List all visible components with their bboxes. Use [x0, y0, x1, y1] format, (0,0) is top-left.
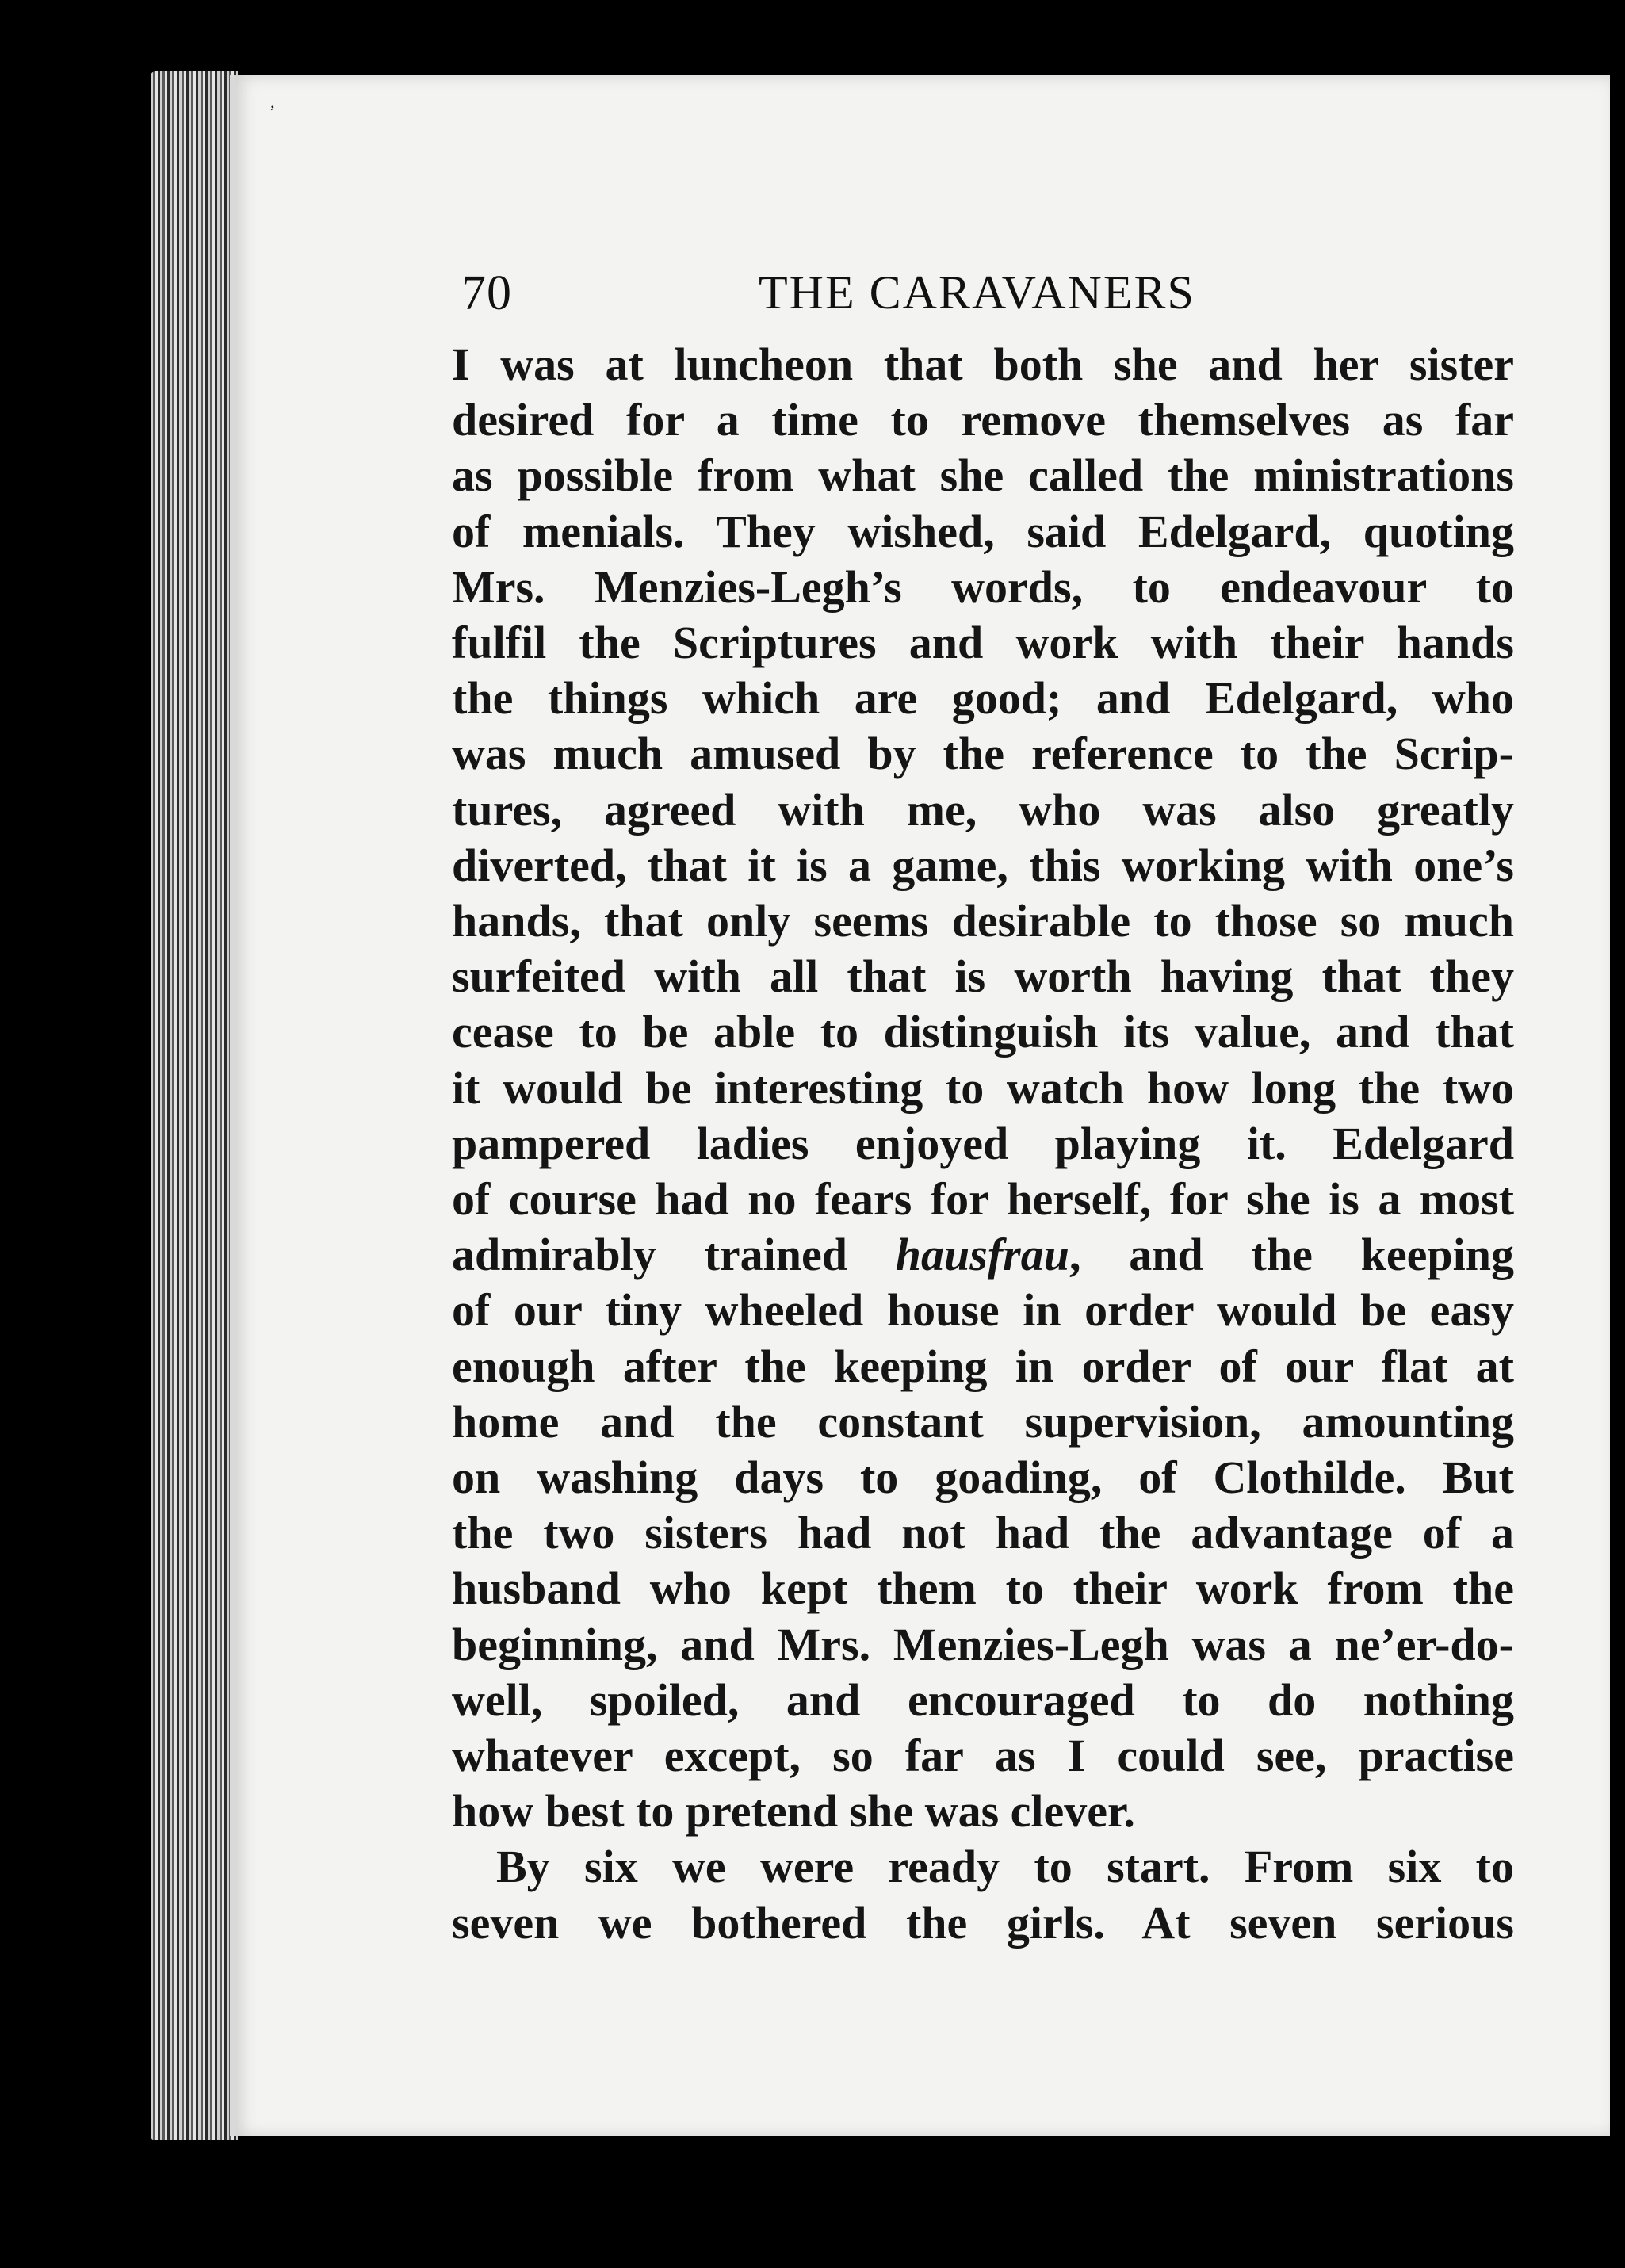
text-line: how best to pretend she was clever. — [452, 1785, 1135, 1838]
text-line: pampered ladies enjoyed playing it. Edelgard — [452, 1117, 1514, 1169]
text-line: well, spoiled, and encouraged to do nothing — [452, 1673, 1514, 1726]
corner-mark: ’ — [270, 101, 276, 121]
text-line: husband who kept them to their work from the — [452, 1562, 1514, 1615]
text-line: fulfil the Scriptures and work with their hands — [452, 617, 1514, 669]
text-line: diverted, that it is a game, this working with one’s — [452, 839, 1514, 891]
text-line: as possible from what she called the ministrations — [452, 449, 1514, 502]
text-line: was much amused by the reference to the Scrip- — [452, 728, 1514, 780]
text-line: cease to be able to distinguish its value, and that — [452, 1006, 1514, 1058]
text-line: surfeited with all that is worth having that they — [452, 950, 1514, 1003]
text-line: Mrs. Menzies-Legh’s words, to endeavour to — [452, 560, 1514, 613]
text-line: the two sisters had not had the advantage of a — [452, 1507, 1514, 1559]
page-number: 70 — [461, 266, 512, 320]
text-line-with-italic — [452, 1227, 1514, 1283]
text-line: it would be interesting to watch how long the two — [452, 1061, 1514, 1114]
text-line: tures, agreed with me, who was also greatly — [452, 783, 1514, 836]
text-line: hands, that only seems desirable to those so much — [452, 895, 1514, 947]
text-line: whatever except, so far as I could see, practise — [452, 1730, 1514, 1782]
text-segment: , and the keeping — [1069, 1229, 1514, 1281]
text-line: on washing days to goading, of Clothilde. But — [452, 1451, 1514, 1504]
book-page-edges — [151, 71, 238, 2140]
body-text — [452, 337, 1514, 1951]
text-line: enough after the keeping in order of our flat at — [452, 1340, 1514, 1392]
text-line: I was at luncheon that both she and her sister — [452, 338, 1514, 390]
text-line: of course had no fears for herself, for she is a most — [452, 1173, 1514, 1226]
page-header — [461, 266, 1516, 329]
running-head: THE CARAVANERS — [759, 266, 1195, 319]
italic-word: hausfrau — [895, 1229, 1069, 1281]
text-line: home and the constant supervision, amounting — [452, 1395, 1514, 1448]
text-line: desired for a time to remove themselves as far — [452, 394, 1514, 446]
text-line: beginning, and Mrs. Menzies-Legh was a ne’er-do- — [452, 1618, 1514, 1670]
text-line: of our tiny wheeled house in order would be easy — [452, 1284, 1514, 1337]
text-line: seven we bothered the girls. At seven serious — [452, 1896, 1514, 1949]
text-line: of menials. They wished, said Edelgard, quoting — [452, 505, 1514, 557]
text-line: the things which are good; and Edelgard, who — [452, 672, 1514, 725]
text-segment: admirably trained — [452, 1229, 896, 1281]
paragraph-first-line: By six we were ready to start. From six to — [496, 1841, 1514, 1893]
